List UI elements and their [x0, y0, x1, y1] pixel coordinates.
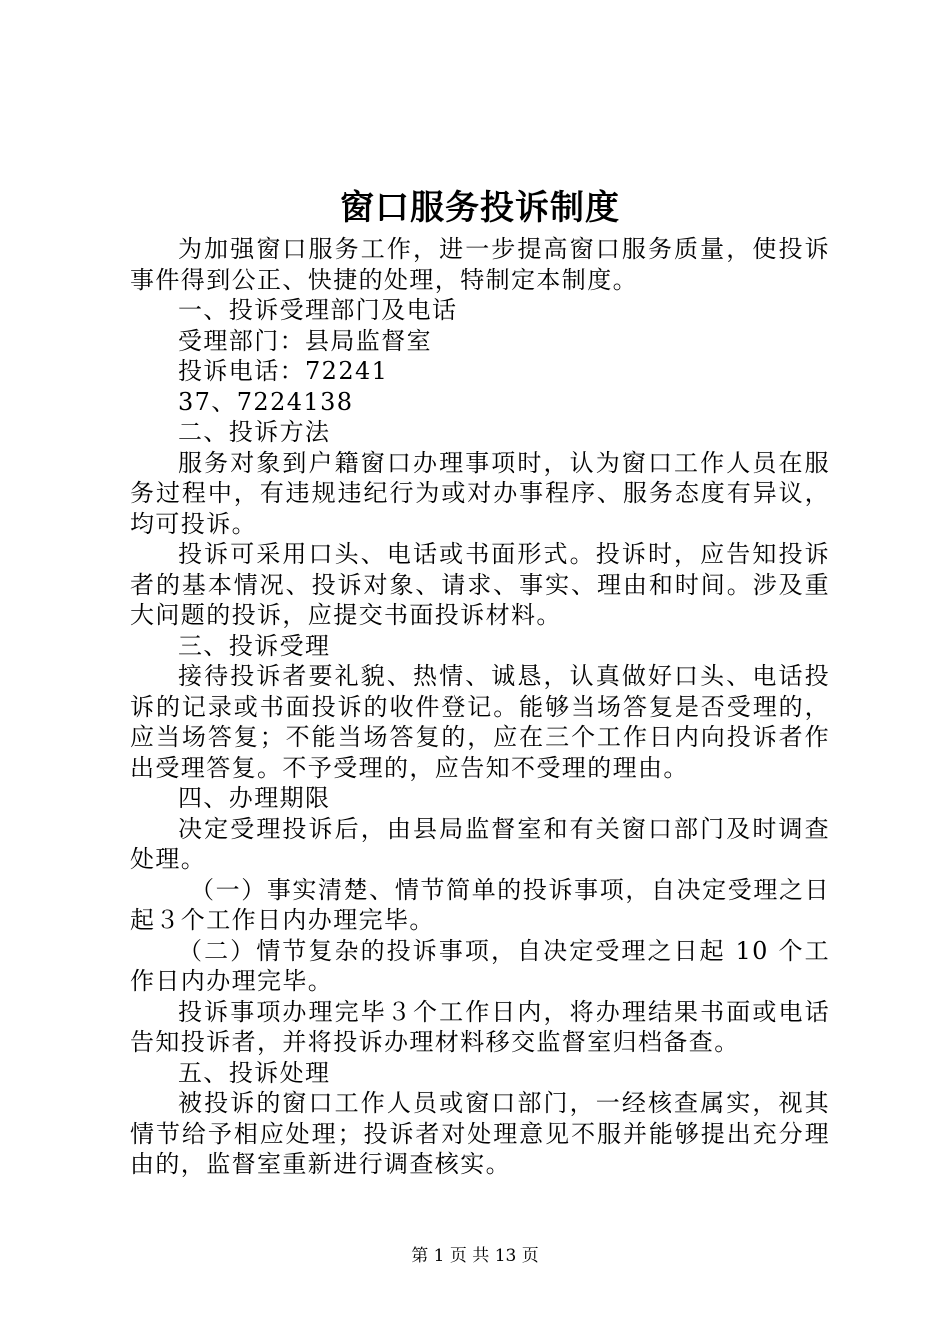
paragraph-phone-continued: 37、7224138 [178, 387, 354, 416]
document-content [130, 184, 830, 1180]
document-body [130, 234, 830, 1180]
paragraph-acceptance: 接待投诉者要礼貌、热情、诚恳，认真做好口头、电话投诉的记录或书面投诉的收件登记。能够当场答复是否受理的，应当场答复；不能当场答复的，应在三个工作日内向投诉者作出受理答复。不予受理的，应告知不受理的理由。 [130, 662, 830, 782]
heading-section-5: 五、投诉处理 [178, 1058, 331, 1087]
paragraph-method-1: 服务对象到户籍窗口办理事项时，认为窗口工作人员在服务过程中，有违规违纪行为或对办事程序、服务态度有异议，均可投诉。 [130, 448, 830, 538]
paragraph-deadline-item-2: （二）情节复杂的投诉事项，自决定受理之日起 10 个工作日内办理完毕。 [130, 936, 830, 995]
heading-section-1: 一、投诉受理部门及电话 [178, 296, 458, 324]
paragraph-intro: 为加强窗口服务工作，进一步提高窗口服务质量，使投诉事件得到公正、快捷的处理，特制定本制度。 [130, 235, 830, 294]
document-title: 窗口服务投诉制度 [340, 188, 620, 228]
paragraph-handling: 被投诉的窗口工作人员或窗口部门，一经核查属实，视其情节给予相应处理；投诉者对处理意见不服并能够提出充分理由的，监督室重新进行调查核实。 [130, 1089, 830, 1178]
paragraph-phone: 投诉电话：72241 [178, 357, 389, 385]
paragraph-deadline-notify: 投诉事项办理完毕３个工作日内，将办理结果书面或电话告知投诉者，并将投诉办理材料移交监督室归档备查。 [130, 997, 830, 1056]
paragraph-method-2: 投诉可采用口头、电话或书面形式。投诉时，应告知投诉者的基本情况、投诉对象、请求、事实、理由和时间。涉及重大问题的投诉，应提交书面投诉材料。 [130, 540, 830, 629]
heading-section-3: 三、投诉受理 [178, 631, 331, 660]
paragraph-department: 受理部门：县局监督室 [178, 326, 432, 355]
page-footer: 第 1 页 共 13 页 [411, 1246, 539, 1266]
paragraph-deadline: 决定受理投诉后，由县局监督室和有关窗口部门及时调查处理。 [130, 814, 830, 873]
heading-section-2: 二、投诉方法 [178, 418, 331, 446]
paragraph-deadline-item-1: （一）事实清楚、情节简单的投诉事项，自决定受理之日起３个工作日内办理完毕。 [130, 875, 830, 934]
heading-section-4: 四、办理期限 [178, 784, 331, 812]
